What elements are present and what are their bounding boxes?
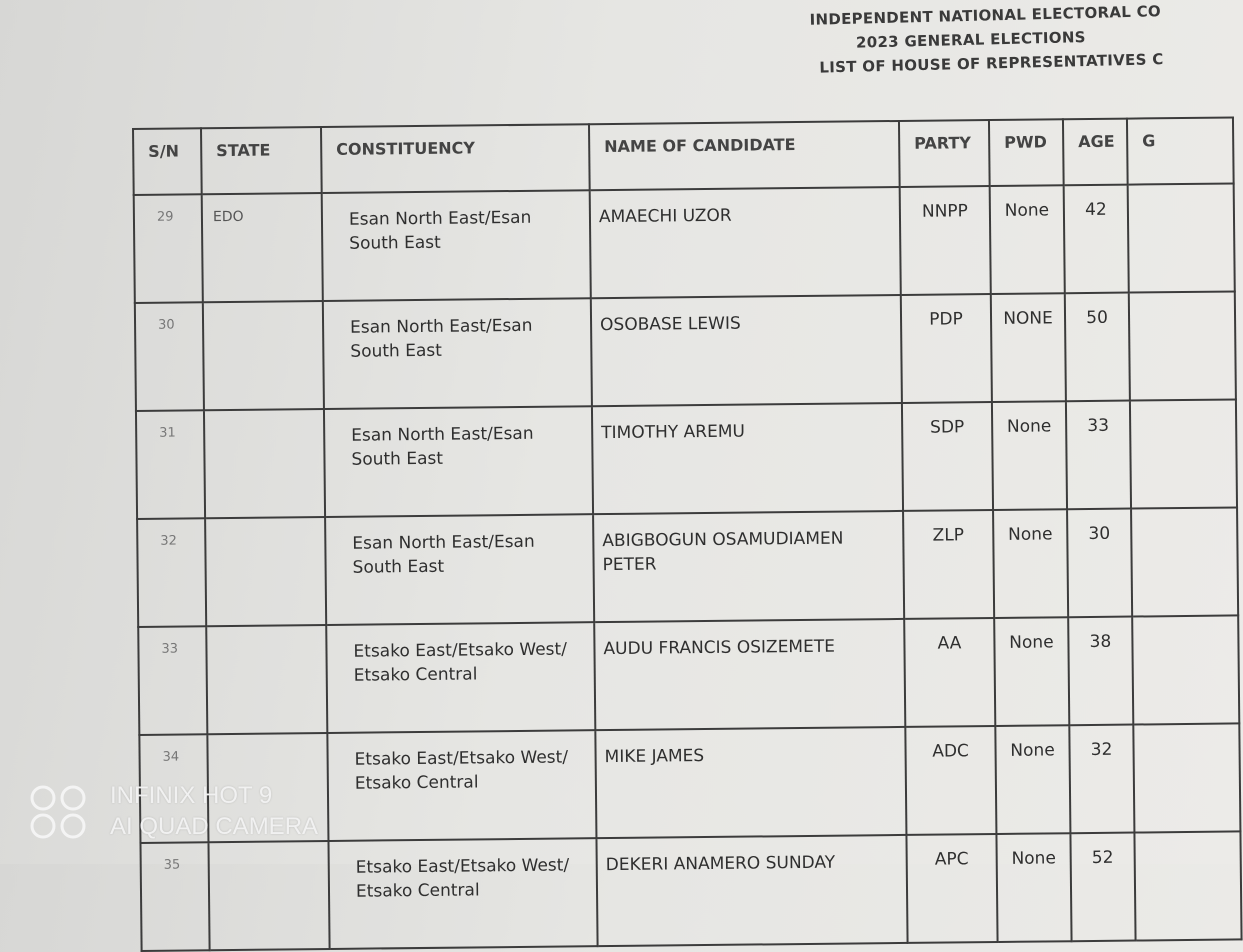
cell-constituency: Esan North East/Esan South East — [323, 298, 592, 409]
cell-age: 32 — [1069, 725, 1134, 834]
watermark-camera-label: AI QUAD CAMERA — [110, 813, 319, 840]
cell-pwd: None — [992, 401, 1067, 510]
cell-pwd: None — [990, 185, 1065, 294]
cell-candidate-name: TIMOTHY AREMU — [592, 403, 903, 514]
cell-gender — [1129, 291, 1236, 400]
cell-constituency: Etsako East/Etsako West/ Etsako Central — [327, 730, 596, 841]
cell-constituency: Esan North East/Esan South East — [322, 190, 591, 301]
cell-sn: 33 — [138, 626, 207, 735]
cell-state — [204, 409, 325, 518]
cell-state: EDO — [202, 193, 323, 302]
cell-state — [208, 841, 329, 950]
quad-circle-logo-icon — [28, 784, 90, 840]
cell-pwd: None — [995, 725, 1070, 834]
cell-gender — [1132, 615, 1239, 724]
cell-sn: 34 — [139, 734, 208, 843]
cell-age: 50 — [1065, 293, 1130, 402]
cell-pwd: None — [996, 833, 1071, 942]
cell-gender — [1134, 831, 1241, 940]
column-header-pwd: PWD — [989, 119, 1064, 186]
table-row — [140, 831, 1241, 951]
cell-sn: 29 — [134, 194, 203, 303]
cell-constituency: Etsako East/Etsako West/ Etsako Central — [326, 622, 595, 733]
column-header-age: AGE — [1063, 119, 1128, 186]
column-header-candidate-name: NAME OF CANDIDATE — [589, 121, 900, 190]
cell-constituency: Esan North East/Esan South East — [324, 406, 593, 517]
cell-candidate-name: MIKE JAMES — [595, 727, 906, 838]
cell-age: 30 — [1067, 509, 1132, 618]
header-list-title: LIST OF HOUSE OF REPRESENTATIVES C — [819, 50, 1164, 77]
cell-party: ZLP — [903, 510, 994, 619]
candidate-table-sheet — [132, 116, 1240, 902]
cell-age: 33 — [1066, 401, 1131, 510]
table-header-row — [133, 117, 1234, 195]
cell-party: NNPP — [900, 186, 991, 295]
cell-age: 42 — [1064, 185, 1129, 294]
cell-sn: 31 — [136, 410, 205, 519]
watermark-text — [110, 780, 318, 842]
cell-gender — [1133, 723, 1240, 832]
cell-party: PDP — [901, 294, 992, 403]
column-header-state: STATE — [201, 127, 322, 194]
cell-candidate-name: ABIGBOGUN OSAMUDIAMEN PETER — [593, 511, 904, 622]
cell-candidate-name: OSOBASE LEWIS — [591, 295, 902, 406]
cell-constituency: Etsako East/Etsako West/ Etsako Central — [328, 838, 597, 949]
cell-state — [203, 301, 324, 410]
cell-candidate-name: DEKERI ANAMERO SUNDAY — [596, 835, 907, 946]
cell-age: 52 — [1070, 833, 1135, 942]
header-election: 2023 GENERAL ELECTIONS — [855, 28, 1086, 52]
column-header-sn: S/N — [133, 128, 202, 195]
cell-gender — [1128, 183, 1235, 292]
cell-pwd: NONE — [991, 293, 1066, 402]
cell-sn: 35 — [140, 842, 209, 951]
cell-sn: 30 — [135, 302, 204, 411]
cell-candidate-name: AUDU FRANCIS OSIZEMETE — [594, 619, 905, 730]
header-organization: INDEPENDENT NATIONAL ELECTORAL CO — [809, 2, 1162, 29]
cell-state — [205, 517, 326, 626]
cell-gender — [1131, 507, 1238, 616]
table-row — [136, 399, 1237, 519]
table-row — [138, 615, 1239, 735]
cell-constituency: Esan North East/Esan South East — [325, 514, 594, 625]
cell-gender — [1130, 399, 1237, 508]
cell-party: APC — [906, 834, 997, 943]
cell-pwd: None — [994, 617, 1069, 726]
cell-sn: 32 — [137, 518, 206, 627]
table-row — [134, 183, 1235, 303]
cell-state — [206, 625, 327, 734]
table-row — [135, 291, 1236, 411]
watermark-device-name: INFINIX HOT 9 — [110, 782, 273, 809]
cell-party: ADC — [905, 726, 996, 835]
cell-party: SDP — [902, 402, 993, 511]
column-header-gender: G — [1127, 117, 1234, 184]
table-row — [137, 507, 1238, 627]
cell-age: 38 — [1068, 617, 1133, 726]
cell-pwd: None — [993, 509, 1068, 618]
document-header — [760, 0, 1182, 84]
cell-party: AA — [904, 618, 995, 727]
column-header-constituency: CONSTITUENCY — [321, 124, 590, 193]
cell-candidate-name: AMAECHI UZOR — [590, 187, 901, 298]
column-header-party: PARTY — [899, 120, 990, 187]
